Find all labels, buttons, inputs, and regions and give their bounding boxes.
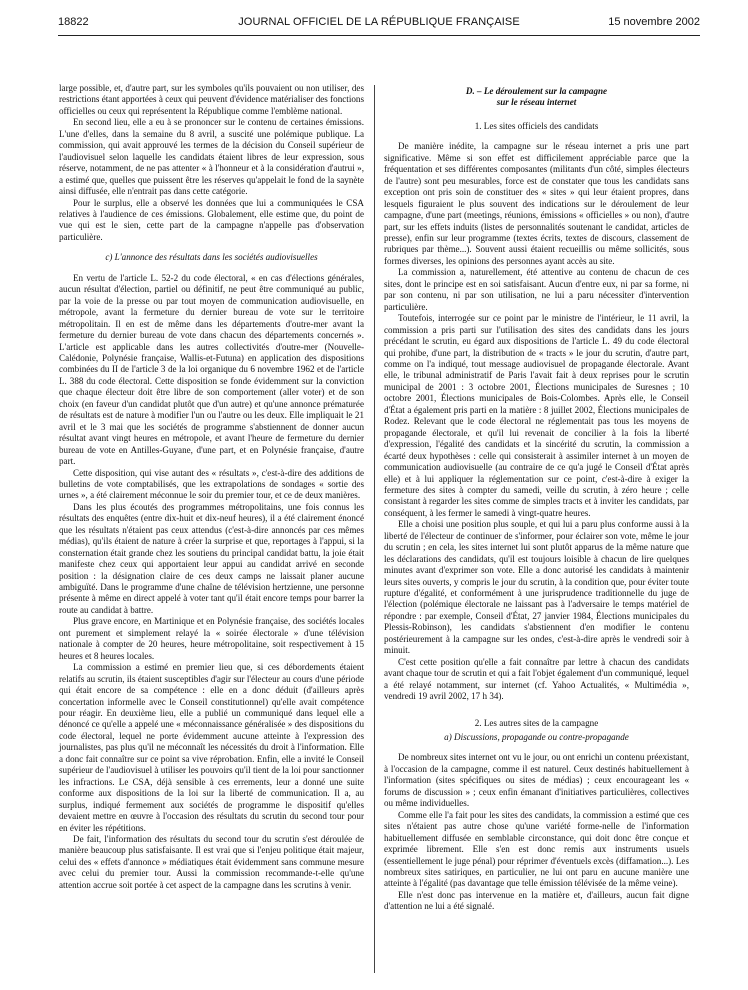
paragraph: En second lieu, elle a eu à se prononcer sur le contenu de certaines émissions. L'une d'elles, dans la semaine du 8 avril, a suscité une polémique publique. La commission, qui avait approuvé les termes de la décision du Conseil supérieur de l'audiovisuel selon laquelle les candidats étaient libres de leur expression, sous réserve, notamment, de ne pas attenter « à l'honneur et à la considération d'autrui », a estimé que, quelles que puissent être les réserves qu'appelait le fond de la saynète ainsi diffusée, elle n'entrait pas dans cette catégorie. <box>59 117 364 197</box>
paragraph: Plus grave encore, en Martinique et en Polynésie française, des sociétés locales ont purement et simplement relayé la « soirée électorale » d'une télévision nationale à compter de 20 heures, heure métropolitaine, soit respectivement à 15 heures et 8 heures locales. <box>59 616 364 661</box>
paragraph: En vertu de l'article L. 52-2 du code électoral, « en cas d'élections générales, aucun résultat d'élection, partiel ou définitif, ne peut être communiqué au public, par la voie de la presse ou par tout moyen de communication audiovisuelle, en métropole, avant la fermeture du dernier bureau de vote sur le territoire métropolitain. Il en est de même dans les départements d'outre-mer avant la fermeture du dernier bureau de vote dans chacun des départements concernés ». L'article est applicable dans les autres collectivités d'outre-mer (Nouvelle-Calédonie, Polynésie française, Wallis-et-Futuna) en application des dispositions combinées du II de l'article 3 de la loi organique du 6 novembre 1962 et de l'article L. 388 du code électoral. Cette disposition se fonde évidemment sur la conviction que chaque électeur doit être libre de son comportement (aller voter) et de son choix (en faveur d'un candidat plutôt que d'un autre) et qu'une annonce prématurée de résultats est de nature à modifier l'un ou l'autre ou les deux. Elle impliquait le 21 avril et le 3 mai que les sociétés de programme s'abstiennent de donner aucun résultat avant vingt heures en métropole, et avant l'heure de fermeture du dernier bureau de vote en Antilles-Guyane, d'une part, et en Polynésie française, d'autre part. <box>59 272 364 467</box>
paragraph: Pour le surplus, elle a observé les données que lui a communiquées le CSA relatives à l'audience de ces émissions. Globalement, elle estime que, du point de vue qui est le sien, cette part de la campagne n'appelle pas d'observation particulière. <box>59 197 364 242</box>
left-column <box>59 83 364 891</box>
paragraph: large possible, et, d'autre part, sur les symboles qu'ils pouvaient ou non utiliser, des restrictions étant apportées à ceux qui peuvent d'évidence matérialiser des fonctions officielles ou ceux qui représentent la République comme l'emblème national. <box>59 83 364 116</box>
paragraph: De nombreux sites internet ont vu le jour, ou ont enrichi un contenu préexistant, à l'occasion de la campagne, comme il est naturel. Ceux destinés habituellement à l'information (sites spécifiques ou sites de médias) ; ceux encourageant les « forums de discussion » ; ceux enfin émanant d'initiatives particulières, collectives ou même individuelles. <box>384 752 689 809</box>
paragraph: La commission a estimé en premier lieu que, si ces débordements étaient relatifs au scrutin, ils étaient susceptibles d'agir sur l'électeur au cours d'une période qui était encore de sa compétence : elle en a donc déduit (d'ailleurs après concertation informelle avec le Conseil constitutionnel) qu'elle avait compétence pour réagir. En deuxième lieu, elle a publié un communiqué dans lequel elle a dénoncé ce qu'elle a appelé une « méconnaissance généralisée » des dispositions du code électoral, lequel ne porte évidemment aucune atteinte à l'expression des journalistes, pas plus qu'il ne méconnaît les nécessités du droit à l'information. Elle a donc fait connaître sur ce point sa vive réprobation. Enfin, elle a invité le Conseil supérieur de l'audiovisuel à utiliser les pouvoirs qu'il tient de la loi pour sanctionner les infractions. Le CSA, déjà sensible à ces errements, leur a donné une suite conforme aux dispositions de la loi sur la liberté de communication. Il a, au surplus, indiqué fermement aux sociétés de programme le dispositif qu'elles devaient mettre en œuvre à l'occasion des résultats du scrutin du second tour pour en éviter les répétitions. <box>59 662 364 833</box>
paragraph: Comme elle l'a fait pour les sites des candidats, la commission a estimé que ces sites n'étaient pas autre chose qu'une variété forme-nelle de l'information habituellement diffusée en semblable circonstance, qui doit donc être conçue et exprimée librement. Elle s'en est donc remis aux instruments usuels (essentiellement le juge pénal) pour réprimer d'éventuels excès (diffamation...). Les nombreux sites satiriques, en particulier, ne lui ont paru en aucune manière une atteinte à l'égalité (pas davantage que telle émission télévisée de la même veine). <box>384 809 689 889</box>
paragraph: De manière inédite, la campagne sur le réseau internet a pris une part significative. Même si son effet est difficilement appréciable parce que la fréquentation et ses différentes composantes (militants d'un côté, simples électeurs de l'autre) sont peu mesurables, force est de constater que tous les candidats sans exception ont pris soin de constituer des « sites » qui leur étaient propres, dans lesquels figuraient le plus souvent des indications sur le déroulement de leur campagne, d'une part (meetings, réunions, émissions « officielles » ou non), d'autre part, sur les effets induits (listes de personnalités soutenant le candidat, articles de presse), enfin sur leur programme (textes écrits, textes de discours, classement de rubriques par thème...). Souvent aussi étaient recueillis ou même sollicités, sous formes diverses, les opinions des personnes ayant accès au site. <box>384 141 689 266</box>
paragraph: De fait, l'information des résultats du second tour du scrutin s'est déroulée de manière beaucoup plus satisfaisante. Il est vrai que si l'enjeu politique était majeur, celui des « effets d'annonce » médiatiques était évidemment sans commune mesure avec celui du premier tour. Aussi la commission recommande-t-elle qu'une attention accrue soit portée à cet aspect de la campagne dans les scrutins à venir. <box>59 834 364 890</box>
subsection-heading-2: 2. Les autres sites de la campagne <box>474 717 599 728</box>
paragraph: Toutefois, interrogée sur ce point par le ministre de l'intérieur, le 11 avril, la commission a pris parti sur l'utilisation des sites des candidats dans les jours précédant le scrutin, eu égard aux dispositions de l'article L. 49 du code électoral qui prohibe, d'une part, la distribution de « tracts » le jour du scrutin, d'autre part, comme on l'a indiqué, tout message audiovisuel de propagande électorale. Avant elle, le tribunal administratif de Paris l'avait fait à deux reprises pour le scrutin municipal de 2001 : 3 octobre 2001, Élections municipales de Suresnes ; 10 octobre 2001, Élections municipales de Bois-Colombes. Après elle, le Conseil d'État a également pris parti en la matière : 8 juillet 2002, Élections municipales de Rodez. Relevant que le code électoral ne réglementait pas tous les moyens de propagande électorale, et qu'il lui revenait de concilier à la fois la liberté d'expression, l'égalité des candidats et la sincérité du scrutin, la commission a écarté deux hypothèses : celle qui consisterait à assimiler internet à un moyen de communication audiovisuelle (au contraire de ce qu'a jugé le Conseil d'État après elle) et à lui appliquer la réglementation sur ce point, c'est-à-dire à exiger la fermeture des sites à compter du samedi, veille du scrutin, à zéro heure ; celle consistant à regarder les sites comme de simples tracts et à inviter les candidats, par conséquent, à les fermer le samedi à vingt-quatre heures. <box>384 313 689 518</box>
subsection-heading-a: a) Discussions, propagande ou contre-propagande <box>444 732 629 743</box>
paragraph: Cette disposition, qui vise autant des « résultats », c'est-à-dire des additions de bulletins de vote comptabilisés, que les extrapolations de sondages « sortie des urnes », a été clairement méconnue le soir du premier tour, et ce de deux manières. <box>59 467 364 501</box>
paragraph: La commission a, naturellement, été attentive au contenu de chacun de ces sites, dont le principe est en soi satisfaisant. Aucun d'entre eux, ni par sa forme, ni par son contenu, ni par son utilisation, ne lui a paru nécessiter d'intervention particulière. <box>384 267 689 312</box>
paragraph: Dans les plus écoutés des programmes métropolitains, une fois connus les résultats des enquêtes (entre dix-huit et dix-neuf heures), il a été clairement énoncé que les résultats n'étaient pas ceux attendus (c'est-à-dire annoncés par ces mêmes médias), qu'ils étaient de nature à créer la surprise et que, reportages à l'appui, si la consternation était grande chez les soutiens du principal candidat battu, la joie était manifeste chez ceux qui apportaient leur appui au candidat arrivé en seconde position : la désignation claire de ces deux camps ne laissait planer aucune ambiguïté. Dans le programme d'une chaîne de télévision hertzienne, une personne présente à même en direct appelé à voter tant qu'il était encore temps pour barrer la route au candidat à battre. <box>59 501 364 615</box>
right-column <box>384 83 689 913</box>
page-number: 18822 <box>58 16 89 28</box>
page-header <box>58 16 700 36</box>
paragraph: Elle n'est donc pas intervenue en la matière et, d'ailleurs, aucun fait digne d'attention ne lui a été signalé. <box>384 889 689 912</box>
section-heading-d: D. – Le déroulement sur la campagne sur le réseau internet <box>465 86 608 108</box>
paragraph: Elle a choisi une position plus souple, et qui lui a paru plus conforme aussi à la liberté de l'électeur de continuer de s'informer, pour éclairer son vote, même le jour du scrutin ; en cela, les sites internet lui sont plutôt apparus de la même nature que les déclarations des candidats, qu'il est toujours loisible à chacun de lire quelques minutes avant d'exprimer son vote. Elle a donc autorisé les candidats à maintenir leurs sites ouverts, y compris le jour du scrutin, à la condition que, pour éviter toute rupture d'égalité, et conformément à une jurisprudence traditionnelle du juge de l'élection (polémique électorale ne laissant pas à l'adversaire le temps matériel de répondre : par exemple, Conseil d'État, 27 janvier 1984, Élections municipales du Plessis-Robinson), les candidats s'abstiennent d'en modifier le contenu postérieurement à la campagne sur les ondes, c'est-à-dire après le vendredi soir à minuit. <box>384 519 689 656</box>
paragraph: C'est cette position qu'elle a fait connaître par lettre à chacun des candidats avant chaque tour de scrutin et qui a fait l'objet également d'un communiqué, lequel a été relayé notamment, sur internet (cf. Yahoo Actualités, « Multimédia », vendredi 19 avril 2002, 17 h 34). <box>384 656 689 702</box>
journal-title: JOURNAL OFFICIEL DE LA RÉPUBLIQUE FRANÇAISE <box>238 16 520 28</box>
header-rule <box>58 35 700 36</box>
section-heading-c: c) L'annonce des résultats dans les sociétés audiovisuelles <box>105 252 318 263</box>
subsection-heading-1: 1. Les sites officiels des candidats <box>474 120 599 131</box>
issue-date: 15 novembre 2002 <box>608 16 700 28</box>
column-divider <box>374 85 375 973</box>
